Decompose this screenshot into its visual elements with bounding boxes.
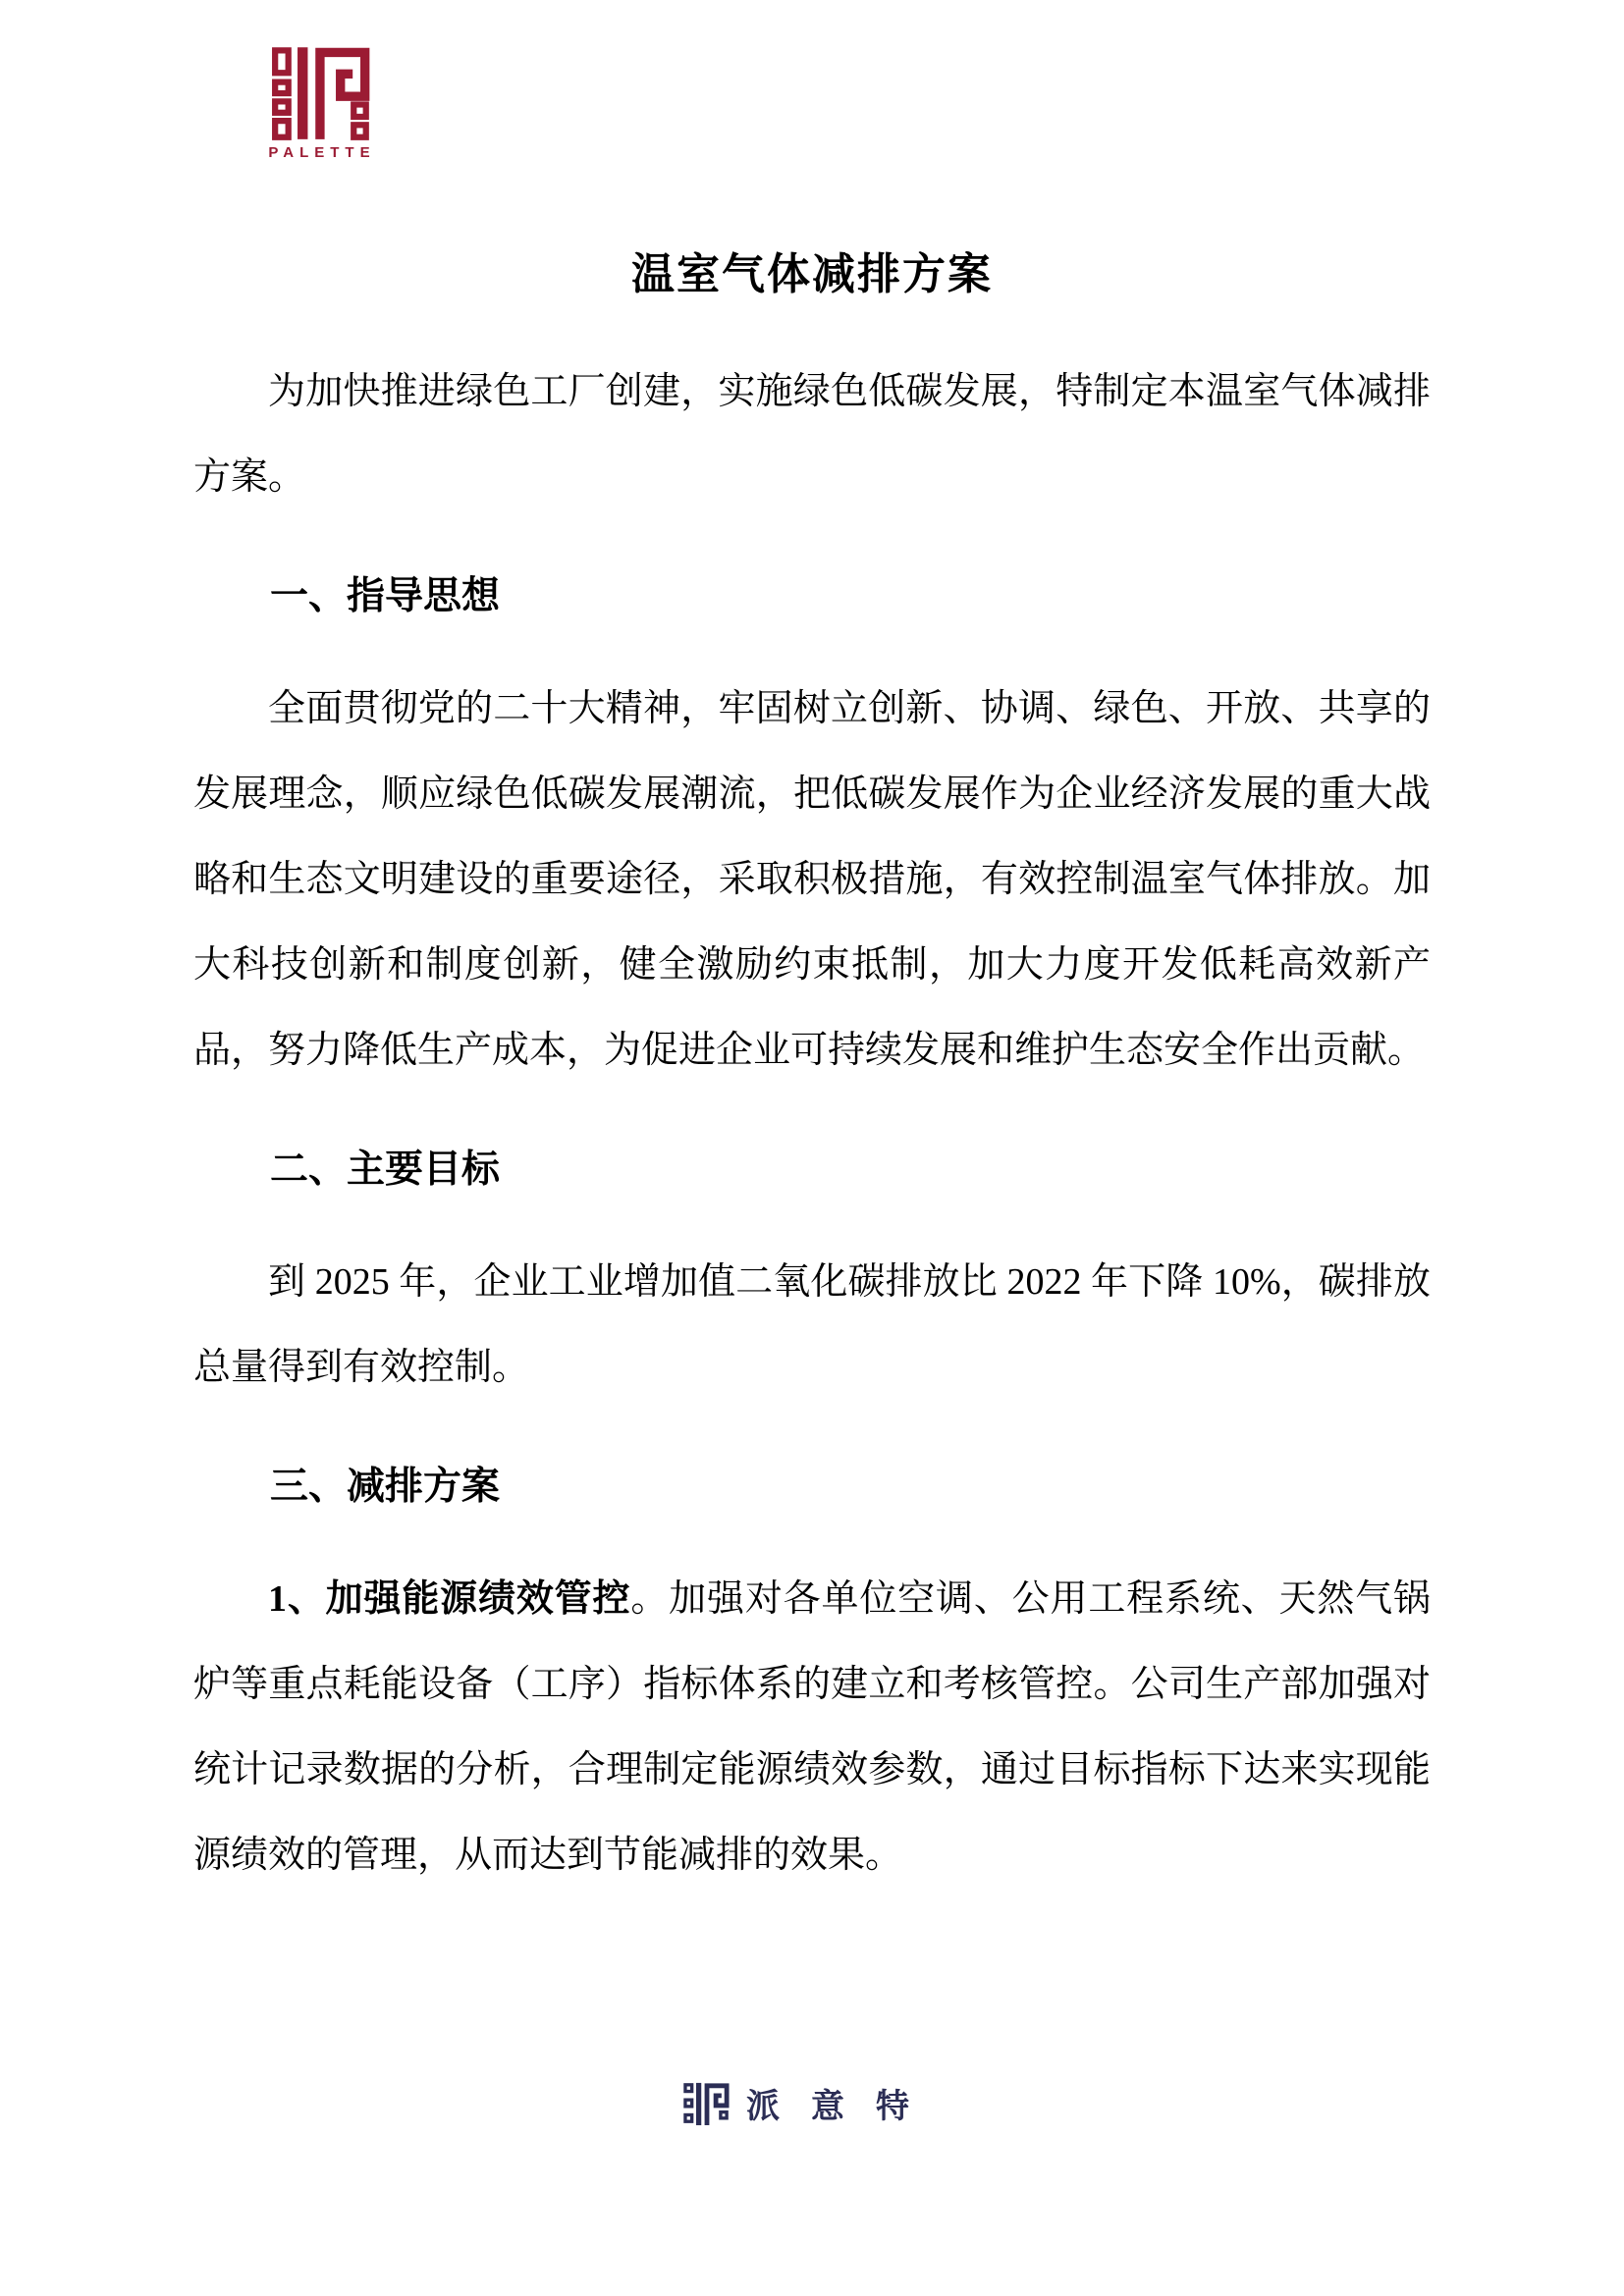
section-heading-2: 二、主要目标 xyxy=(270,1148,501,1191)
section-heading-3: 三、减排方案 xyxy=(270,1466,501,1508)
footer-brand-logo xyxy=(0,2079,1624,2127)
section-body-3 xyxy=(193,1557,1431,1898)
footer-brand-word: 派意特 xyxy=(746,2088,941,2125)
paiyite-logo-icon xyxy=(683,2081,731,2126)
section-body-3-bold-run: 1、加强能源绩效管控 xyxy=(268,1578,631,1620)
intro-paragraph: 为加快推进绿色工厂创建，实施绿色低碳发展，特制定本温室气体减排方案。 xyxy=(193,371,1431,498)
section-body-1: 全面贯彻党的二十大精神，牢固树立创新、协调、绿色、开放、共享的发展理念，顺应绿色低碳发展潮流，把低碳发展作为企业经济发展的重大战略和生态文明建设的重要途径，采取积极措施，有效控制温室气体排放。加大科技创新和制度创新，健全激励约束抵制，加大力度开发低耗高效新产品，努力降低生产成本，为促进企业可持续发展和维护生态安全作出贡献。 xyxy=(193,688,1431,1071)
document-content xyxy=(193,245,1431,1898)
header-brand-logo xyxy=(267,43,377,161)
header-brand-word: PALETTE xyxy=(268,144,376,161)
section-body-2: 到 2025 年，企业工业增加值二氧化碳排放比 2022 年下降 10%，碳排放总量得到有效控制。 xyxy=(193,1261,1431,1388)
page-title: 温室气体减排方案 xyxy=(631,250,993,298)
palette-logo-icon xyxy=(267,43,377,141)
section-heading-1: 一、指导思想 xyxy=(270,575,501,617)
section-body-3-text-run: 。加强对各单位空调、公用工程系统、天然气锅炉等重点耗能设备（工序）指标体系的建立和考核管控。公司生产部加强对统计记录数据的分析，合理制定能源绩效参数，通过目标指标下达来实现能源绩效的管理，从而达到节能减排的效果。 xyxy=(193,1578,1431,1876)
